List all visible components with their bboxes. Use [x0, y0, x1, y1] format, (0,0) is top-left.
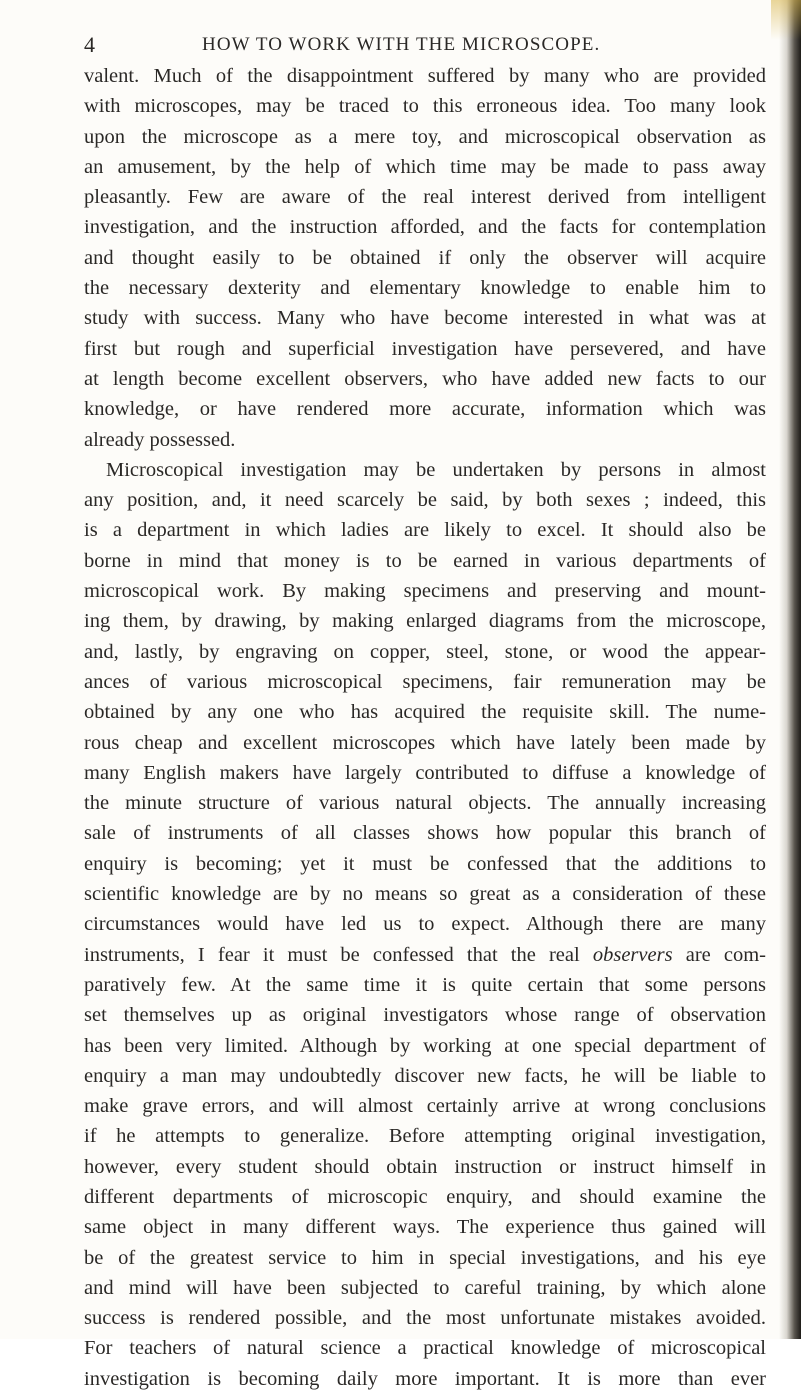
- text-line: study with success. Many who have become interested in what was at: [84, 307, 766, 330]
- text-line: many English makers have largely contributed to diffuse a knowledge of: [84, 761, 766, 784]
- text-line: an amusement, by the help of which time may be made to pass away: [84, 155, 766, 178]
- text-line: has been very limited. Although by working at one special department of: [84, 1034, 766, 1057]
- text-line: circumstances would have led us to expect. Although there are many: [84, 913, 766, 936]
- text-segment: are com-: [685, 943, 767, 966]
- text-line: pleasantly. Few are aware of the real interest derived from intelligent: [84, 186, 766, 209]
- text-line: however, every student should obtain instruction or instruct himself in: [84, 1155, 766, 1178]
- text-line: enquiry a man may undoubtedly discover new facts, he will be liable to: [84, 1064, 766, 1087]
- running-head: [84, 32, 766, 58]
- text-line: first but rough and superficial investigation have persevered, and have: [84, 337, 766, 360]
- text-line-with-italic: [84, 940, 766, 970]
- text-line: obtained by any one who has acquired the requisite skill. The nume-: [84, 701, 766, 724]
- text-line: and thought easily to be obtained if only the observer will acquire: [84, 246, 766, 269]
- text-line: and, lastly, by engraving on copper, steel, stone, or wood the appear-: [84, 640, 766, 663]
- text-line: scientific knowledge are by no means so great as a consideration of these: [84, 883, 766, 906]
- text-line: valent. Much of the disappointment suffered by many who are provided: [84, 65, 766, 87]
- text-line: borne in mind that money is to be earned in various departments of: [84, 549, 766, 572]
- text-line: different departments of microscopic enquiry, and should examine the: [84, 1185, 766, 1208]
- text-line: For teachers of natural science a practical knowledge of microscopical: [84, 1337, 766, 1360]
- text-line: microscopical work. By making specimens and preserving and mount-: [84, 580, 766, 603]
- text-line: the necessary dexterity and elementary knowledge to enable him to: [84, 277, 766, 300]
- text-line: enquiry is becoming; yet it must be confessed that the additions to: [84, 852, 766, 875]
- paragraph-start-line: Microscopical investigation may be undertaken by persons in almost: [106, 458, 766, 481]
- running-title: HOW TO WORK WITH THE MICROSCOPE.: [202, 34, 601, 55]
- text-line: same object in many different ways. The experience thus gained will: [84, 1216, 766, 1239]
- page-edge-tint: [771, 0, 801, 40]
- text-line: any position, and, it need scarcely be said, by both sexes ; indeed, this: [84, 489, 766, 512]
- body-text: [84, 61, 766, 1394]
- text-line: set themselves up as original investigators whose range of observation: [84, 1004, 766, 1027]
- text-line: if he attempts to generalize. Before attempting original investigation,: [84, 1125, 766, 1148]
- text-line: success is rendered possible, and the most unfortunate mistakes avoided.: [84, 1307, 766, 1330]
- italic-word: observers: [592, 943, 673, 966]
- text-line: sale of instruments of all classes shows how popular this branch of: [84, 822, 766, 845]
- page-number: 4: [84, 32, 96, 57]
- text-line: rous cheap and excellent microscopes which have lately been made by: [84, 731, 766, 754]
- paragraph-end-line: already possessed.: [84, 428, 236, 451]
- text-line: investigation, and the instruction afforded, and the facts for contemplation: [84, 216, 766, 239]
- text-line: with microscopes, may be traced to this erroneous idea. Too many look: [84, 95, 766, 118]
- text-segment: instruments, I fear it must be confessed that the real: [84, 943, 580, 966]
- text-line: the minute structure of various natural objects. The annually increasing: [84, 792, 766, 815]
- page-edge-shadow: [779, 0, 801, 1339]
- text-line: and mind will have been subjected to careful training, by which alone: [84, 1276, 766, 1299]
- text-line: knowledge, or have rendered more accurate, information which was: [84, 398, 766, 421]
- text-line: be of the greatest service to him in special investigations, and his eye: [84, 1246, 766, 1269]
- text-line: upon the microscope as a mere toy, and microscopical observation as: [84, 125, 766, 148]
- text-line: ing them, by drawing, by making enlarged diagrams from the microscope,: [84, 610, 766, 633]
- text-line: paratively few. At the same time it is quite certain that some persons: [84, 973, 766, 996]
- text-line: at length become excellent observers, who have added new facts to our: [84, 367, 766, 390]
- text-line: ances of various microscopical specimens, fair remuneration may be: [84, 670, 766, 693]
- text-line: is a department in which ladies are likely to excel. It should also be: [84, 519, 766, 542]
- text-line: make grave errors, and will almost certainly arrive at wrong conclusions: [84, 1095, 766, 1118]
- text-line: investigation is becoming daily more important. It is more than ever: [84, 1367, 766, 1390]
